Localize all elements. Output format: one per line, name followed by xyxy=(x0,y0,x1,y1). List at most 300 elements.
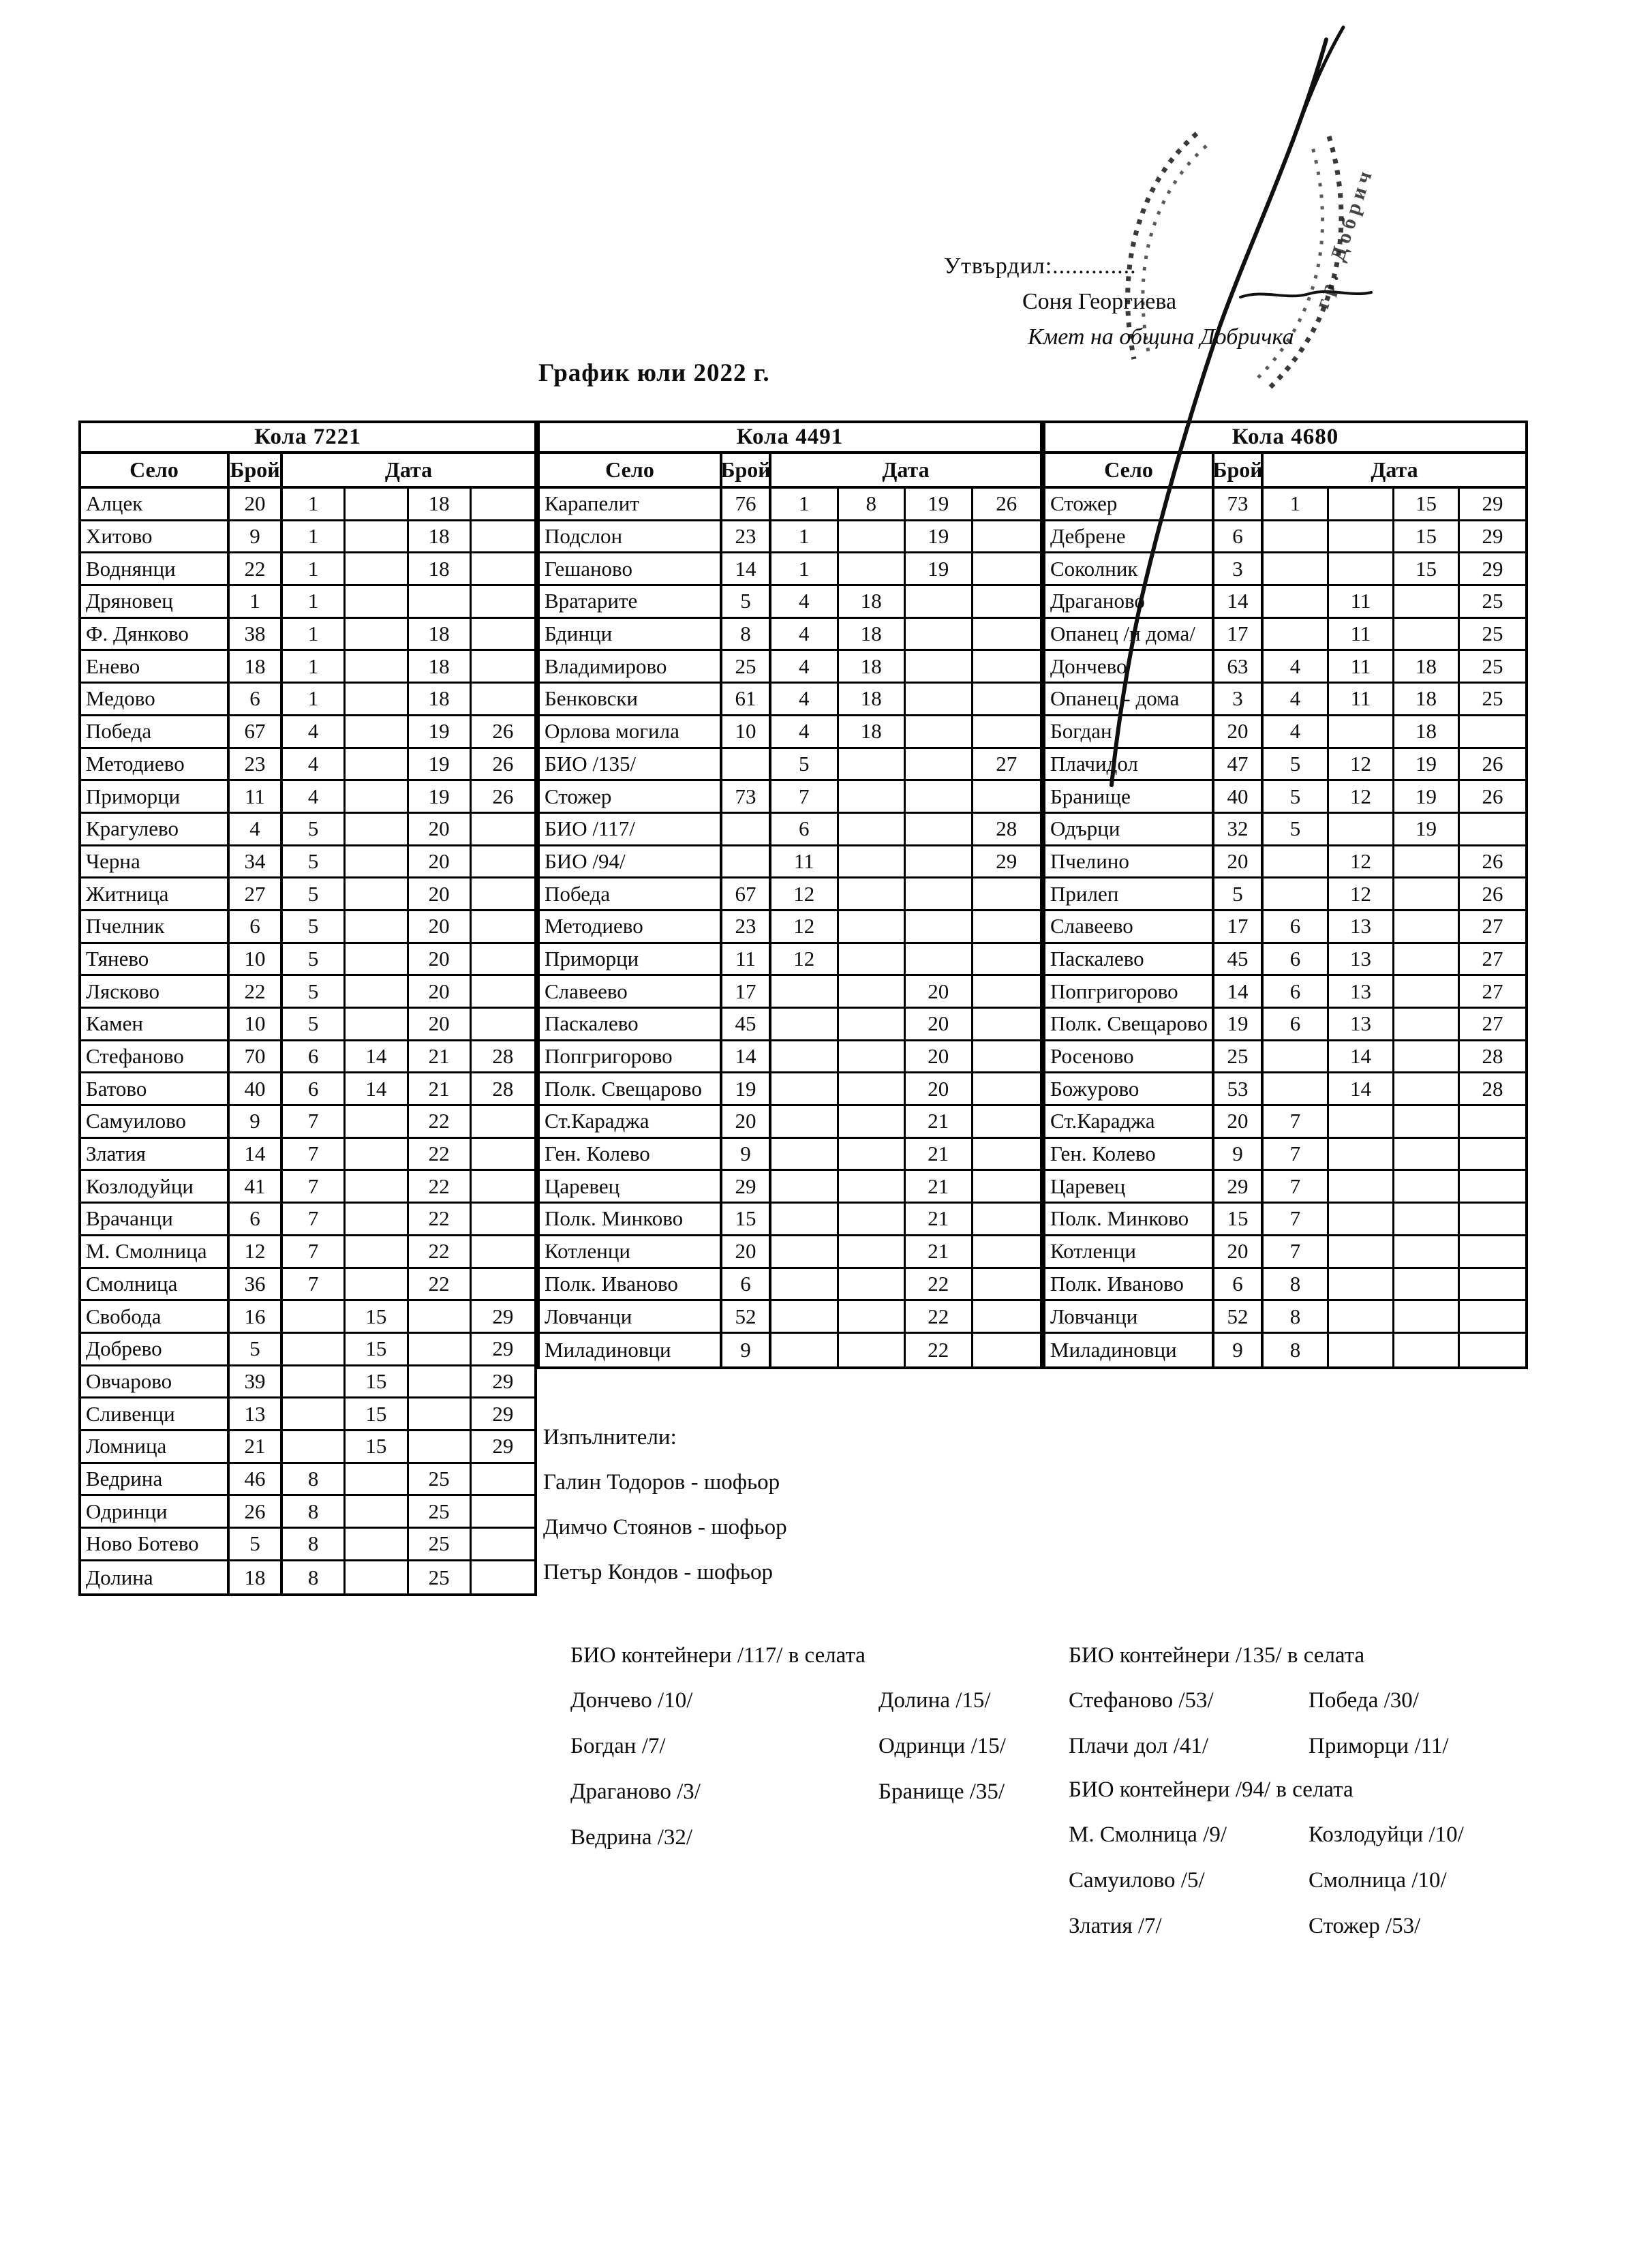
count-column-header: Брой xyxy=(230,454,283,486)
table-row xyxy=(1045,684,1525,716)
village-cell: Попгригорово xyxy=(540,1041,722,1072)
date-cell: 20 xyxy=(906,976,973,1007)
village-cell: Опанец /и дома/ xyxy=(1045,619,1214,649)
date-cell xyxy=(771,1171,839,1202)
count-cell: 20 xyxy=(722,1106,771,1137)
date-cell: 1 xyxy=(283,521,346,552)
date-cell: 26 xyxy=(492,719,514,744)
date-cell: 26 xyxy=(492,784,514,808)
table-row xyxy=(540,1009,1040,1041)
date-cell: 11 xyxy=(1329,684,1394,714)
date-cell: 13 xyxy=(1329,944,1394,975)
date-cell xyxy=(346,814,408,844)
date-cell xyxy=(839,944,906,975)
executors-heading: Изпълнители: xyxy=(543,1424,677,1450)
count-cell: 11 xyxy=(230,781,283,812)
date-cell: 18 xyxy=(409,619,472,649)
count-cell: 17 xyxy=(1214,619,1264,649)
date-cell: 20 xyxy=(409,814,472,844)
date-cell: 1 xyxy=(283,684,346,714)
date-cell: 18 xyxy=(839,586,906,617)
bio-item: Козлодуйци /10/ xyxy=(1309,1822,1464,1847)
date-cell: 18 xyxy=(1394,684,1460,714)
date-cell xyxy=(839,553,906,584)
date-cell: 25 xyxy=(1482,589,1503,613)
date-cell: 29 xyxy=(1482,491,1503,516)
village-cell: Златия xyxy=(81,1139,230,1170)
table-row xyxy=(81,1561,534,1594)
date-cell: 11 xyxy=(771,846,839,877)
table-row xyxy=(81,1529,534,1561)
date-cell xyxy=(1394,619,1460,649)
date-cell xyxy=(1460,814,1525,844)
table-row xyxy=(81,684,534,716)
date-cell: 12 xyxy=(1329,781,1394,812)
village-cell: Долина xyxy=(81,1561,230,1594)
count-cell: 40 xyxy=(230,1073,283,1104)
date-cell: 6 xyxy=(283,1073,346,1104)
date-cell xyxy=(409,1431,472,1462)
approver-name: Соня Георгиева xyxy=(1022,289,1177,314)
table-body xyxy=(81,489,534,1593)
bio-item: Смолница /10/ xyxy=(1309,1868,1447,1893)
date-cell xyxy=(472,651,534,682)
table-row xyxy=(540,1301,1040,1334)
bio-item: Драганово /3/ xyxy=(570,1779,701,1804)
count-cell: 11 xyxy=(722,944,771,975)
date-cell xyxy=(973,1041,1041,1072)
table-row xyxy=(1045,489,1525,521)
count-cell: 39 xyxy=(230,1366,283,1397)
date-cell: 25 xyxy=(409,1529,472,1559)
date-cell: 28 xyxy=(1482,1044,1503,1069)
village-cell: Пчелник xyxy=(81,911,230,942)
count-cell: 45 xyxy=(1214,944,1264,975)
date-cell xyxy=(472,1464,534,1495)
count-cell: 19 xyxy=(1214,1009,1264,1039)
village-cell: Самуилово xyxy=(81,1106,230,1137)
executors-block xyxy=(543,1415,787,1595)
date-cell xyxy=(973,553,1041,584)
table-row xyxy=(1045,1106,1525,1139)
date-cell xyxy=(973,651,1041,682)
table-row xyxy=(81,846,534,879)
date-cell xyxy=(346,1106,408,1137)
table-row xyxy=(1045,814,1525,846)
bio-item: Одринци /15/ xyxy=(878,1734,1006,1758)
table-row xyxy=(1045,976,1525,1009)
date-cell xyxy=(409,1366,472,1397)
date-cell xyxy=(771,1236,839,1267)
table-row xyxy=(540,489,1040,521)
schedule-table-kola-4491 xyxy=(537,421,1043,1369)
date-cell xyxy=(839,1269,906,1300)
village-cell: Ген. Колево xyxy=(1045,1139,1214,1170)
date-cell xyxy=(346,1204,408,1234)
count-cell: 18 xyxy=(230,651,283,682)
date-cell: 4 xyxy=(771,651,839,682)
table-row xyxy=(540,1236,1040,1269)
date-cell: 19 xyxy=(1394,781,1460,812)
date-cell: 26 xyxy=(492,751,514,776)
village-cell: Овчарово xyxy=(81,1366,230,1397)
date-cell: 7 xyxy=(283,1139,346,1170)
count-cell: 17 xyxy=(1214,911,1264,942)
date-cell xyxy=(472,684,534,714)
date-cell xyxy=(906,716,973,747)
date-cell: 15 xyxy=(1394,489,1460,519)
date-cell xyxy=(906,586,973,617)
village-cell: Миладиновци xyxy=(540,1334,722,1366)
date-cell xyxy=(346,521,408,552)
bio-section-list xyxy=(1069,1812,1559,1949)
date-cell xyxy=(472,1139,534,1170)
count-cell: 8 xyxy=(722,619,771,649)
date-cell xyxy=(283,1398,346,1429)
table-body xyxy=(540,489,1040,1366)
bio-section-title: БИО контейнери /94/ в селата xyxy=(1069,1777,1353,1802)
table-row xyxy=(1045,1301,1525,1334)
table-body xyxy=(1045,489,1525,1366)
date-cell xyxy=(472,586,534,617)
date-cell: 18 xyxy=(409,651,472,682)
date-cell xyxy=(771,1041,839,1072)
date-cell: 1 xyxy=(771,553,839,584)
bio-row xyxy=(1069,1858,1559,1904)
village-cell: Сливенци xyxy=(81,1398,230,1429)
village-column-header: Село xyxy=(1045,454,1214,486)
table-row xyxy=(1045,521,1525,554)
village-cell: Паскалево xyxy=(1045,944,1214,975)
date-cell xyxy=(346,1464,408,1495)
date-cell: 6 xyxy=(771,814,839,844)
table-car-title: Кола 7221 xyxy=(81,423,534,454)
date-cell xyxy=(346,586,408,617)
date-cell: 8 xyxy=(283,1561,346,1594)
date-cell xyxy=(973,1106,1041,1137)
date-cell: 29 xyxy=(492,1401,514,1426)
table-row xyxy=(1045,944,1525,977)
date-cell xyxy=(409,586,472,617)
date-cell: 19 xyxy=(906,521,973,552)
date-cell: 6 xyxy=(1264,944,1329,975)
date-cell: 6 xyxy=(283,1041,346,1072)
count-cell: 45 xyxy=(722,1009,771,1039)
date-cell: 15 xyxy=(346,1366,408,1397)
date-cell xyxy=(839,749,906,780)
date-cell xyxy=(1460,1139,1525,1170)
executor-item: Галин Тодоров - шофьор xyxy=(543,1469,780,1495)
count-cell: 5 xyxy=(722,586,771,617)
count-cell: 29 xyxy=(1214,1171,1264,1202)
date-cell xyxy=(839,1334,906,1366)
date-cell xyxy=(346,846,408,877)
table-row xyxy=(81,1139,534,1172)
date-cell xyxy=(346,684,408,714)
date-cell xyxy=(346,911,408,942)
count-cell: 20 xyxy=(1214,846,1264,877)
bio-row xyxy=(570,1769,1061,1815)
date-cell xyxy=(1329,553,1394,584)
date-cell: 4 xyxy=(283,781,346,812)
document-title: График юли 2022 г. xyxy=(538,359,770,387)
date-cell xyxy=(472,911,534,942)
executor-item: Димчо Стоянов - шофьор xyxy=(543,1514,787,1540)
village-cell: Гешаново xyxy=(540,553,722,584)
date-cell xyxy=(409,1398,472,1429)
table-row xyxy=(81,1171,534,1204)
date-cell: 1 xyxy=(283,619,346,649)
date-cell: 18 xyxy=(409,489,472,519)
date-cell: 22 xyxy=(409,1171,472,1202)
date-cell xyxy=(839,1236,906,1267)
date-cell: 12 xyxy=(771,911,839,942)
village-cell: Божурово xyxy=(1045,1073,1214,1104)
village-cell: Полк. Минково xyxy=(1045,1204,1214,1234)
date-cell xyxy=(973,1139,1041,1170)
table-header-row xyxy=(1045,454,1525,489)
count-cell: 3 xyxy=(1214,553,1264,584)
date-cell xyxy=(472,944,534,975)
date-cell xyxy=(346,1269,408,1300)
date-cell: 8 xyxy=(839,489,906,519)
date-cell xyxy=(771,1106,839,1137)
date-cell: 20 xyxy=(409,944,472,975)
date-cell: 5 xyxy=(283,1009,346,1039)
signature-squiggle xyxy=(1240,292,1371,297)
date-cell: 29 xyxy=(492,1304,514,1328)
bio-row xyxy=(1069,1812,1559,1858)
count-cell: 3 xyxy=(1214,684,1264,714)
date-cell: 15 xyxy=(346,1301,408,1332)
date-cell xyxy=(346,1529,408,1559)
date-cell: 28 xyxy=(996,816,1018,841)
date-cell xyxy=(1394,1236,1460,1267)
date-cell: 5 xyxy=(1264,781,1329,812)
table-row xyxy=(1045,1041,1525,1074)
village-cell: Ломница xyxy=(81,1431,230,1462)
date-cell: 5 xyxy=(1264,749,1329,780)
date-cell xyxy=(1394,1073,1460,1104)
table-row xyxy=(1045,619,1525,652)
date-cell xyxy=(472,814,534,844)
date-cell xyxy=(906,619,973,649)
date-cell xyxy=(906,846,973,877)
date-cell: 1 xyxy=(771,489,839,519)
date-cell: 21 xyxy=(906,1204,973,1234)
date-cell xyxy=(409,1301,472,1332)
village-cell: Полк. Свещарово xyxy=(540,1073,722,1104)
date-cell xyxy=(346,716,408,747)
table-row xyxy=(81,1496,534,1529)
village-cell: Хитово xyxy=(81,521,230,552)
table-row xyxy=(540,586,1040,619)
village-cell: БИО /135/ xyxy=(540,749,722,780)
date-cell: 15 xyxy=(1394,521,1460,552)
date-cell: 5 xyxy=(283,846,346,877)
count-cell: 20 xyxy=(230,489,283,519)
date-cell: 12 xyxy=(771,944,839,975)
count-cell: 26 xyxy=(230,1496,283,1527)
date-cell: 29 xyxy=(1482,524,1503,549)
table-header-row xyxy=(81,454,534,489)
date-cell: 5 xyxy=(283,878,346,909)
count-cell: 52 xyxy=(1214,1301,1264,1332)
date-cell xyxy=(1329,1139,1394,1170)
date-cell xyxy=(346,1139,408,1170)
date-cell xyxy=(771,1334,839,1366)
date-cell: 20 xyxy=(409,1009,472,1039)
date-cell xyxy=(771,1204,839,1234)
date-cell xyxy=(839,846,906,877)
date-cell xyxy=(472,878,534,909)
date-cell: 4 xyxy=(1264,716,1329,747)
date-cell: 22 xyxy=(409,1236,472,1267)
count-cell: 32 xyxy=(1214,814,1264,844)
date-cell: 11 xyxy=(1329,651,1394,682)
date-cell xyxy=(472,1236,534,1267)
village-cell: Попгригорово xyxy=(1045,976,1214,1007)
count-cell: 29 xyxy=(722,1171,771,1202)
executor-item: Петър Кондов - шофьор xyxy=(543,1559,773,1585)
date-cell: 14 xyxy=(1329,1073,1394,1104)
table-row xyxy=(1045,781,1525,814)
village-cell: Врачанци xyxy=(81,1204,230,1234)
count-cell: 9 xyxy=(1214,1139,1264,1170)
village-cell: Воднянци xyxy=(81,553,230,584)
count-cell: 6 xyxy=(230,684,283,714)
date-cell xyxy=(906,651,973,682)
village-cell: БИО /117/ xyxy=(540,814,722,844)
date-cell: 20 xyxy=(409,976,472,1007)
date-cell: 1 xyxy=(1264,489,1329,519)
count-cell: 23 xyxy=(722,521,771,552)
date-cell: 27 xyxy=(996,751,1018,776)
count-cell: 76 xyxy=(722,489,771,519)
count-cell: 9 xyxy=(230,521,283,552)
count-cell: 10 xyxy=(722,716,771,747)
date-cell xyxy=(973,684,1041,714)
village-cell: Ф. Дянково xyxy=(81,619,230,649)
date-cell: 27 xyxy=(1482,1011,1503,1036)
date-cell: 5 xyxy=(1264,814,1329,844)
table-row xyxy=(81,1073,534,1106)
date-cell xyxy=(346,1496,408,1527)
count-cell: 12 xyxy=(230,1236,283,1267)
date-cell xyxy=(346,489,408,519)
table-row xyxy=(81,1236,534,1269)
date-cell xyxy=(1394,878,1460,909)
date-cell xyxy=(1264,586,1329,617)
date-cell: 15 xyxy=(1394,553,1460,584)
date-cell xyxy=(283,1334,346,1364)
village-cell: Пчелино xyxy=(1045,846,1214,877)
date-cell xyxy=(346,1171,408,1202)
date-cell: 18 xyxy=(409,684,472,714)
count-cell: 47 xyxy=(1214,749,1264,780)
date-cell xyxy=(1394,911,1460,942)
date-cell xyxy=(1394,1204,1460,1234)
date-cell: 25 xyxy=(1482,622,1503,646)
count-cell: 14 xyxy=(722,553,771,584)
date-cell: 22 xyxy=(906,1269,973,1300)
village-cell: Опанец - дома xyxy=(1045,684,1214,714)
count-column-header: Брой xyxy=(722,454,771,486)
date-cell xyxy=(771,976,839,1007)
date-cell xyxy=(472,976,534,1007)
count-cell: 52 xyxy=(722,1301,771,1332)
village-cell: Орлова могила xyxy=(540,716,722,747)
date-cell: 29 xyxy=(492,1369,514,1393)
table-header-row xyxy=(540,454,1040,489)
date-cell xyxy=(973,1236,1041,1267)
date-cell xyxy=(906,749,973,780)
count-cell: 61 xyxy=(722,684,771,714)
date-cell: 20 xyxy=(906,1041,973,1072)
date-cell: 26 xyxy=(1482,751,1503,776)
table-row xyxy=(540,1106,1040,1139)
date-cell xyxy=(472,1009,534,1039)
table-row xyxy=(1045,1334,1525,1366)
bio-item: Плачи дол /41/ xyxy=(1069,1734,1209,1758)
date-column-header: Дата xyxy=(1371,457,1418,482)
approver-role: Кмет на община Добричка xyxy=(1028,324,1294,350)
bio-row xyxy=(1069,1724,1559,1769)
bio-item: Стожер /53/ xyxy=(1309,1914,1421,1938)
count-cell: 1 xyxy=(230,586,283,617)
count-cell: 9 xyxy=(722,1139,771,1170)
count-cell: 15 xyxy=(1214,1204,1264,1234)
count-cell: 63 xyxy=(1214,651,1264,682)
date-cell xyxy=(472,619,534,649)
stamp-arc-left-inner xyxy=(1143,146,1206,352)
date-cell: 29 xyxy=(1482,556,1503,581)
date-cell: 5 xyxy=(283,814,346,844)
date-cell: 7 xyxy=(283,1269,346,1300)
village-cell: Полк. Свещарово xyxy=(1045,1009,1214,1039)
bio-containers-94-section xyxy=(1069,1767,1559,1949)
date-cell: 7 xyxy=(1264,1204,1329,1234)
village-cell: Прилеп xyxy=(1045,878,1214,909)
date-cell: 8 xyxy=(1264,1269,1329,1300)
date-cell: 15 xyxy=(346,1431,408,1462)
date-cell xyxy=(1394,1301,1460,1332)
date-cell: 25 xyxy=(1482,654,1503,678)
count-cell: 6 xyxy=(722,1269,771,1300)
table-row xyxy=(81,1366,534,1399)
date-cell xyxy=(1329,1269,1394,1300)
date-cell: 5 xyxy=(283,911,346,942)
table-row xyxy=(81,976,534,1009)
table-row xyxy=(81,716,534,749)
count-cell: 9 xyxy=(722,1334,771,1366)
date-cell: 26 xyxy=(1482,881,1503,906)
date-cell xyxy=(283,1301,346,1332)
count-cell: 27 xyxy=(230,878,283,909)
date-cell: 20 xyxy=(409,878,472,909)
table-row xyxy=(540,1073,1040,1106)
table-row xyxy=(1045,878,1525,911)
count-cell: 14 xyxy=(1214,976,1264,1007)
village-cell: Житница xyxy=(81,878,230,909)
table-row xyxy=(540,1334,1040,1366)
count-cell xyxy=(722,749,771,780)
village-cell: Владимирово xyxy=(540,651,722,682)
date-cell: 7 xyxy=(283,1171,346,1202)
date-cell: 18 xyxy=(409,521,472,552)
table-row xyxy=(540,976,1040,1009)
date-cell: 22 xyxy=(409,1269,472,1300)
